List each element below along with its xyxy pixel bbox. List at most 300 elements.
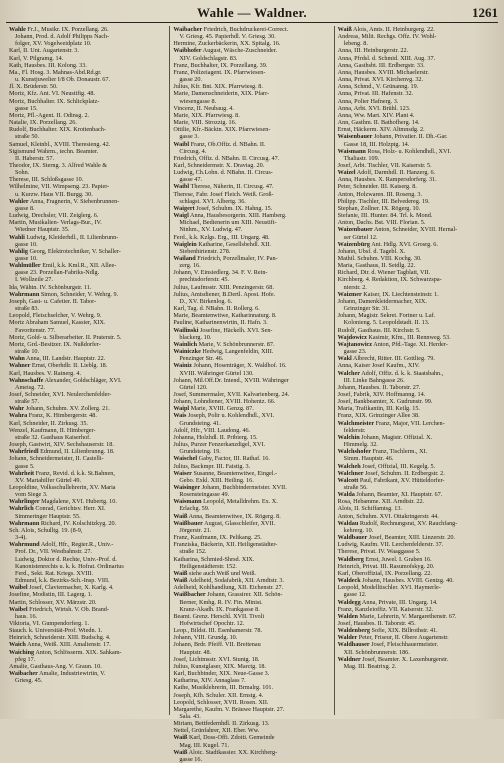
directory-entry xyxy=(173,541,330,548)
directory-entry xyxy=(338,83,495,90)
entry-text: schlagst. XVI. Albertg. 36. xyxy=(179,197,246,205)
entry-text: Adolf, Darmhdl. II. Hanzerg. 6. xyxy=(356,169,436,177)
directory-entry xyxy=(338,534,495,541)
entry-text: straße 56. xyxy=(343,484,368,491)
directory-entry xyxy=(173,169,330,176)
entry-text: Moriz Abraham Samuel, Kassier, XIX. xyxy=(9,319,106,327)
directory-entry xyxy=(338,377,495,384)
entry-text: ser Gürtel 12. xyxy=(343,233,378,241)
entry-surname: Waibel xyxy=(9,584,28,592)
directory-entry xyxy=(173,284,330,291)
directory-entry xyxy=(338,262,495,269)
directory-entry xyxy=(9,148,166,155)
entry-surname: Wainiczke xyxy=(173,348,201,356)
directory-entry xyxy=(173,26,330,33)
entry-text: gasse 10. xyxy=(15,255,38,262)
entry-text: Amalie, Industriewirtin, V. xyxy=(39,670,106,678)
directory-entry xyxy=(9,262,166,269)
directory-entry xyxy=(338,298,495,305)
entry-text: Josef, Beamter. X. Laxenburgerstr. xyxy=(362,655,449,663)
directory-entry xyxy=(338,627,495,634)
directory-entry xyxy=(9,155,166,162)
entry-surname: Walcheh xyxy=(337,462,361,470)
directory-entry xyxy=(173,649,330,656)
directory-entry xyxy=(173,391,330,398)
entry-surname: Wahrmann xyxy=(9,519,40,527)
entry-surname: Waizmer xyxy=(337,290,362,298)
entry-text: Anton, Schlösserm. XIX. Sahkam- xyxy=(35,648,122,656)
directory-entry xyxy=(9,298,166,305)
entry-text: Simmeringer Hauptstr. 55. xyxy=(15,512,81,520)
entry-text: Johann, Magistr. Sekret. Fortner u. Laf. xyxy=(337,312,436,320)
directory-entry xyxy=(173,33,330,40)
directory-entry xyxy=(338,327,495,334)
entry-surname: Waldeck xyxy=(337,577,361,585)
entry-surname: Walden xyxy=(337,612,358,620)
entry-text: siehe auch Weiß und Weiß. xyxy=(188,569,256,577)
entry-text: August, Wäsche-Zuschneider. xyxy=(202,47,278,55)
entry-text: Josef, Schuhm. IX. Hahng. 15. xyxy=(196,204,273,212)
directory-entry xyxy=(9,649,166,656)
entry-surname: Wais xyxy=(173,412,187,420)
entry-text: XIV. Goldschlagstr. 83. xyxy=(179,54,238,62)
entry-text: gasse 8. xyxy=(15,204,35,212)
entry-text: haus. 16. xyxy=(15,612,38,620)
entry-surname: Walda xyxy=(337,491,355,499)
entry-text: Johann, Hausbes. XVIII. Gentzg. 40. xyxy=(362,577,454,585)
entry-text: Anna, Arbt. XVI. Brühl. 123. xyxy=(337,104,411,112)
entry-text: Julius, Amtsdiener, B.Dertl. Apost. Hofe. xyxy=(173,290,276,298)
entry-text: Johann, Schuhm. XV. Zollerg. 21. xyxy=(25,405,110,413)
entry-text: Gebo. Exkl. XIII. Heiling. 16. xyxy=(179,476,254,484)
directory-entry xyxy=(173,441,330,448)
directory-entry xyxy=(338,362,495,369)
entry-text: Josef, Lichtmsstr. XVI. Stuntg. 18. xyxy=(173,655,260,663)
directory-entry xyxy=(173,90,330,97)
entry-text: Anna, Hausbesorgerin. XIII. Hamberg. xyxy=(190,212,287,220)
directory-entry xyxy=(173,577,330,584)
directory-entry xyxy=(9,33,166,40)
entry-text: Conrad, Gerichtsv. Herr. XI. xyxy=(35,505,106,513)
directory-entry xyxy=(9,470,166,477)
directory-entry xyxy=(173,613,330,620)
directory-entry xyxy=(173,677,330,684)
entry-text: Karl, Oberoffizial, IX. Porzellang. 22. xyxy=(337,569,432,577)
directory-entry xyxy=(338,498,495,505)
entry-surname: Waisenbauer xyxy=(337,133,373,141)
entry-text: Katharine, Gesellsbehdl. XII. xyxy=(198,240,271,248)
directory-entry xyxy=(173,634,330,641)
entry-text: Franz, Polizeiagent. IX. Pfarrwiesen- xyxy=(173,68,266,76)
directory-entry xyxy=(173,584,330,591)
entry-text: Karl, Schneidermstr. X. Draviag. 20. xyxy=(173,161,265,169)
directory-entry xyxy=(173,191,330,198)
entry-surname: Waibacher xyxy=(9,670,38,678)
directory-entry xyxy=(338,319,495,326)
entry-text: Jl. X. Brüderstr. 50. xyxy=(9,83,58,91)
directory-entry xyxy=(9,162,166,169)
directory-entry xyxy=(338,47,495,54)
entry-surname: Wahn xyxy=(9,355,25,363)
directory-entry xyxy=(9,40,166,47)
directory-entry xyxy=(173,40,330,47)
entry-text: straße 152. xyxy=(179,548,207,556)
directory-entry xyxy=(338,112,495,119)
entry-text: Adolf, Hfr., Regier.R., Univ.- xyxy=(40,541,114,549)
directory-entry xyxy=(173,55,330,62)
entry-text: Sala. 43. xyxy=(179,713,201,720)
entry-text: Margarethe, Kaufm. V. Bräuwe Hauptstr. 27. xyxy=(173,705,285,713)
directory-entry xyxy=(338,69,495,76)
entry-text: Josef, Schuhm. II. Erdbergstr. 2. xyxy=(364,469,445,477)
directory-entry xyxy=(9,441,166,448)
directory-entry xyxy=(173,734,330,741)
entry-surname: Wahra xyxy=(9,412,28,420)
directory-entry xyxy=(173,327,330,334)
entry-text: Joseph, Gastwirt, XIV. Sechshauserstr. 18. xyxy=(9,441,114,449)
entry-surname: Waich xyxy=(9,641,26,649)
entry-text: Friedrich, Offiz. d. NBahn. II. Circusg. 47. xyxy=(173,154,280,162)
entry-text: V. Griesg. 45. Papierhdl. V. Griesg. 30. xyxy=(179,33,276,41)
directory-entry xyxy=(338,141,495,148)
entry-text: Gürtel 120. xyxy=(179,383,208,391)
entry-text: Friedrich, Wirtsh. V. Ob. Brand- xyxy=(29,605,109,613)
entry-text: Ludwig, Ch.Lohn. d. NBahn. II. Circus- xyxy=(173,169,273,177)
directory-entry xyxy=(173,641,330,648)
entry-text: Franz, Major, VII. Lerchen- xyxy=(375,419,445,427)
entry-text: Karl, Schneider, II. Zirkusg. 35. xyxy=(9,419,88,427)
directory-entry xyxy=(338,348,495,355)
directory-entry xyxy=(9,90,166,97)
directory-entry xyxy=(173,262,330,269)
entry-text: Therese, Privat. IV. Waaggasse 5. xyxy=(337,548,421,556)
directory-entry xyxy=(338,370,495,377)
entry-text: Marie, XVIII. Genzg. 87. xyxy=(190,405,254,413)
entry-text: Marie, Lehrerin, V. Margarethenstr. 67. xyxy=(359,612,457,620)
entry-text: Anna, Privat. XVI. Kirchenvg. 32. xyxy=(337,76,424,84)
directory-entry xyxy=(173,76,330,83)
directory-entry xyxy=(338,470,495,477)
entry-surname: Wahrlich xyxy=(9,505,34,513)
entry-text: Ernst, Oberhdlr. II. Lieblg. 18. xyxy=(31,362,108,370)
directory-entry xyxy=(338,183,495,190)
directory-entry xyxy=(9,319,166,326)
entry-text: Johann, Ubsf. d. Tagebl. X. xyxy=(337,247,406,255)
entry-surname: Waisinger xyxy=(173,484,201,491)
entry-text: Rosensteingasse 49. xyxy=(179,491,230,499)
entry-text: Ludwig, Kleiderhdl., II. Lilienbrunn- xyxy=(26,233,119,241)
entry-surname: Wahnschaffe xyxy=(9,376,44,384)
entry-text: Kolonieng. 5. Leopoldstadt. II. 13. xyxy=(343,319,430,327)
entry-text: gasse 23. xyxy=(343,348,367,356)
entry-text: XVIII. Währinger Gürtel 130. xyxy=(179,369,254,377)
entry-text: Alois, II. Schiffamtsg. 13. xyxy=(337,505,402,513)
entry-surname: Waizenbürg xyxy=(337,240,370,248)
entry-surname: Waipl xyxy=(173,405,190,413)
entry-text: Johann, Lohndiener, XVIII. Hohentz. 66. xyxy=(173,398,276,406)
directory-entry xyxy=(173,427,330,434)
directory-entry xyxy=(173,749,330,756)
entry-text: Moriz, Buchhalter. IX. Schlickplatz- xyxy=(9,97,100,105)
entry-text: Andreas, Milit. Rechgs. Offz. IV. Wohl- xyxy=(337,33,437,41)
directory-entry xyxy=(9,47,166,54)
entry-text: Mathil. Schuhm. VIII. Kochg. 30. xyxy=(337,255,422,262)
column-3 xyxy=(334,26,498,715)
directory-entry xyxy=(173,269,330,276)
directory-entry xyxy=(338,620,495,627)
entry-text: Leopoldine, Volksschullehrerin, XV. Maria xyxy=(9,484,116,491)
entry-text: Josefine, Häckelh. XVI. Sen- xyxy=(199,326,273,334)
directory-entry xyxy=(338,477,495,484)
directory-entry xyxy=(173,62,330,69)
directory-entry xyxy=(338,212,495,219)
directory-entry xyxy=(9,377,166,384)
directory-entry xyxy=(338,90,495,97)
directory-entry xyxy=(173,334,330,341)
directory-entry xyxy=(338,527,495,534)
entry-text: Ottilie, Kfr.-Bäcktn. XIX. Pfarrwiesen- xyxy=(173,126,271,134)
entry-text: Johann, Grassirer. XII. Schön- xyxy=(207,591,283,599)
directory-entry xyxy=(9,427,166,434)
directory-entry xyxy=(9,219,166,226)
entry-text: Anna, III. Landstr. Hauptstr. 22. xyxy=(26,355,106,363)
directory-entry xyxy=(338,591,495,598)
entry-text: Ernst, Häckerm. XIV. Altmnsdg. 2. xyxy=(337,126,425,134)
entry-surname: Walcher xyxy=(337,369,360,377)
entry-text: Julius, Laufmsstr. XIII. Penzingerstr. 68. xyxy=(173,283,274,291)
entry-text: Adelheid, Sodafabrik, XII. Arndtstr. 3. xyxy=(188,577,285,585)
entry-text: Stauch. k. Universität-Prof. Wiedn. 1. xyxy=(9,627,103,635)
entry-text: pfeg 17. xyxy=(15,655,36,663)
entry-text: gasse 3. xyxy=(179,133,199,141)
entry-surname: Wahner xyxy=(9,362,31,370)
entry-text: Franz, XIX. Grinzinger Allee 38. xyxy=(337,412,420,420)
entry-text: Anna, Schmd., V. Grünanng. 19. xyxy=(337,83,419,91)
directory-entry xyxy=(9,541,166,548)
directory-entry xyxy=(9,105,166,112)
directory-entry xyxy=(338,434,495,441)
entry-text: D., XV. Birkenlog. 6. xyxy=(179,297,233,305)
entry-text: Karl, Buchbinder, XIX. Neue-Gasse 3. xyxy=(173,670,270,678)
directory-entry xyxy=(338,584,495,591)
entry-text: Johann, VIII. Grundg. 10. xyxy=(173,634,238,642)
entry-text: Josef, Fleischhauermeister. xyxy=(371,641,439,649)
directory-entry xyxy=(9,98,166,105)
entry-text: u. Kunstjuwelier I/8 Ob. Donaustr. 67. xyxy=(15,76,111,84)
entry-text: Anna, Beamtenwitwe, IX. Rögerg. 8. xyxy=(188,512,281,520)
entry-text: XV. Mariahilfer Gürtel 49. xyxy=(15,476,82,484)
directory-entry xyxy=(9,370,166,377)
entry-surname: Walchmeister xyxy=(337,419,375,427)
directory-entry xyxy=(338,420,495,427)
entry-text: Hauptstr. 48. xyxy=(179,648,212,656)
entry-text: Anton, Holzwaren. III. Roseng. 3. xyxy=(337,190,423,198)
directory-entry xyxy=(9,112,166,119)
entry-text: straße 10. xyxy=(15,348,40,356)
entry-text: Marie, Damenschneiderin, XIX. Pfarr- xyxy=(173,90,270,98)
entry-surname: Waiß xyxy=(173,569,188,577)
entry-surname: Walchshofer xyxy=(337,448,371,456)
directory-entry xyxy=(9,613,166,620)
directory-entry xyxy=(173,434,330,441)
entry-surname: Waiß xyxy=(173,748,188,756)
entry-text: Heinrich, Privat. III. Rasumofskyg. 20. xyxy=(337,562,435,570)
directory-entry xyxy=(9,398,166,405)
directory-entry xyxy=(338,341,495,348)
entry-surname: Wahrfriedl xyxy=(9,448,39,456)
directory-entry xyxy=(338,412,495,419)
entry-text: Simm. Hauptstr. 46. xyxy=(343,455,394,463)
entry-text: gasse 16. xyxy=(179,755,203,763)
directory-entry xyxy=(173,620,330,627)
entry-text: Anna, Hausbes. XVIII. Michaelerstr. xyxy=(337,68,429,76)
entry-text: zerg. 16. xyxy=(179,262,201,270)
directory-entry xyxy=(338,548,495,555)
entry-text: nierstr. 2. xyxy=(343,283,367,291)
entry-text: Marie, XIX. Pfarrwiesg. 8. xyxy=(173,111,240,119)
entry-text: Vincenz, II. Neubaug. 4. xyxy=(173,104,234,112)
directory-entry xyxy=(173,384,330,391)
entry-text: Franz, Ob.Offiz. d. NBahn. II. xyxy=(190,140,266,148)
entry-text: Josefine, Modistin, III. Lagerg. 1. xyxy=(9,591,93,599)
entry-text: gasse 20. xyxy=(179,76,203,84)
entry-text: Magdalene, XVI. Hubertg. 10. xyxy=(41,498,117,506)
entry-surname: Waiß xyxy=(337,26,352,33)
directory-entry xyxy=(173,276,330,283)
directory-entry xyxy=(338,226,495,233)
entry-text: Leopold, Metalldrehm. Ex. X. xyxy=(203,498,278,506)
entry-text: Heinrich, Schneiderstr. XIII. Budschg. 4. xyxy=(9,634,111,642)
directory-entry xyxy=(173,606,330,613)
entry-surname: Waigl xyxy=(173,212,189,220)
entry-text: Ludwig, Kaufm. VII. Lerchenfelderstr. 37. xyxy=(337,541,444,549)
directory-entry xyxy=(173,505,330,512)
entry-text: Anna, Weiß. XIII. Amalienstr. 17. xyxy=(27,641,111,649)
entry-text: Therese, Fabr. Josef Fleich. Weiß. Groß- xyxy=(173,190,274,198)
directory-entry xyxy=(9,663,166,670)
directory-entry xyxy=(173,119,330,126)
directory-entry xyxy=(9,620,166,627)
directory-entry xyxy=(338,219,495,226)
directory-entry xyxy=(173,556,330,563)
directory-entry xyxy=(173,534,330,541)
directory-entry xyxy=(9,677,166,684)
directory-entry xyxy=(173,398,330,405)
directory-entry xyxy=(173,105,330,112)
directory-entry xyxy=(338,234,495,241)
entry-surname: Wainiz xyxy=(173,362,192,370)
entry-text: Franz, Kanzleioffiz. VII. Kaiserstr. 32. xyxy=(337,605,434,613)
entry-text: Josef, Hausbes. II. Taborstr. 45. xyxy=(337,619,416,627)
entry-text: Julius, Kfr. Bnt. XIX. Pfarrwiesg. 8. xyxy=(173,83,263,91)
directory-entry xyxy=(9,527,166,534)
entry-text: Johann, Damenkleidermacher, XIX. xyxy=(337,297,427,305)
directory-entry xyxy=(9,183,166,190)
directory-entry xyxy=(338,148,495,155)
entry-text: folger, XV. Vogelweidplatz 10. xyxy=(15,40,92,48)
entry-text: Ann, Gasthm. II. Bathofherg. 14. xyxy=(337,119,420,127)
directory-entry xyxy=(173,234,330,241)
directory-entry xyxy=(338,276,495,283)
directory-entry xyxy=(338,133,495,140)
entry-text: Katharina, Schmied-Shrsd. XIX. xyxy=(173,555,255,563)
directory-entry xyxy=(338,606,495,613)
entry-surname: Wahrmann xyxy=(9,290,40,298)
directory-entry xyxy=(338,463,495,470)
entry-text: Josef, Arbt. Tischler, VII. Kaiserstr. 5. xyxy=(337,161,432,169)
entry-text: Alois, Amts. II. Heinburgerg. 22. xyxy=(352,26,435,33)
entry-surname: Waiß xyxy=(173,734,188,742)
page-header xyxy=(6,2,498,24)
directory-entry xyxy=(173,377,330,384)
directory-entry xyxy=(173,420,330,427)
directory-entry xyxy=(338,26,495,33)
directory-entry xyxy=(9,284,166,291)
entry-text: Johann, Privatier. II. Dh.-Gar. xyxy=(373,133,448,141)
entry-text: Sch. Alois, Schulltg. 19. (8-9, xyxy=(9,526,83,534)
entry-text: Mag. III. Kugel. 71. xyxy=(179,741,229,749)
entry-text: II. Haberstr. 57. xyxy=(15,154,55,162)
directory-entry xyxy=(338,649,495,656)
directory-entry xyxy=(338,634,495,641)
directory-entry xyxy=(173,405,330,412)
directory-entry xyxy=(338,198,495,205)
entry-text: Johann, V. Einsiedlerg. 34. F. V. Rein- xyxy=(173,269,268,277)
entry-text: Michael, Bedienerin um XIII. Neustift- xyxy=(179,219,277,227)
directory-entry xyxy=(173,513,330,520)
entry-text: Aloic. Stadtkassier. XX. Kirchberg- xyxy=(188,748,278,756)
directory-entry xyxy=(173,477,330,484)
entry-surname: Wahrheit xyxy=(9,469,35,477)
column-1 xyxy=(6,26,169,715)
entry-text: Ant. Hdlg. XVI. Grosrg. 6. xyxy=(371,240,438,248)
entry-text: Franz, K. Himbergerstr. 48. xyxy=(28,412,97,420)
entry-text: Johann, Beamter, XI. Hauptstr. 67. xyxy=(356,491,443,499)
entry-text: Marie, VIII. Strozzig. 16. xyxy=(173,119,237,127)
entry-surname: Wahler xyxy=(9,197,29,205)
entry-text: straße 50. xyxy=(15,133,40,141)
directory-entry xyxy=(9,463,166,470)
entry-text: Wilhelmine, VII. Wimpseng. 23. Papier- xyxy=(9,183,110,191)
directory-entry xyxy=(338,505,495,512)
entry-text: gasse 23. Porzellan-Fabriks-Ndlg. xyxy=(15,269,100,277)
entry-text: Paul, Fabrikant, XV. Hütteldorfer- xyxy=(359,476,445,484)
entry-text: Adelheid, Kohlhandlung, XII. Eichenstr. 27. xyxy=(173,584,284,592)
entry-text: Ferd., k.k. Kzlgs. Erg., III. Ungarg. 48. xyxy=(173,233,270,241)
directory-entry xyxy=(173,684,330,691)
entry-text: Anna, Kaiser Josef Kaufm., XIV. xyxy=(337,362,420,370)
entry-text: Jörgerstr. 21. xyxy=(179,526,212,534)
entry-surname: Waiching xyxy=(9,648,35,656)
entry-text: Johanna, Holzhdl. II. Pribierg. 15. xyxy=(173,433,258,441)
entry-text: Maria, Gasthaus, II. Seidlg. 22. xyxy=(337,262,416,270)
entry-text: straße 57. xyxy=(15,398,40,406)
directory-entry xyxy=(173,183,330,190)
directory-entry xyxy=(9,513,166,520)
entry-text: Johann, Buchbindermeister. XVII. xyxy=(201,484,287,491)
entry-text: Josef, Bankbeamter, X. Gudrunstr. 99. xyxy=(337,398,433,406)
directory-entry xyxy=(173,198,330,205)
directory-entry xyxy=(9,570,166,577)
entry-text: Josef, Schneider, XVI. Neulerchenfelder- xyxy=(9,390,112,398)
directory-entry xyxy=(9,391,166,398)
directory-entry xyxy=(173,455,330,462)
directory-entry xyxy=(9,62,166,69)
entry-surname: Waldberg xyxy=(337,555,364,563)
directory-entry xyxy=(173,591,330,598)
column-2 xyxy=(169,26,333,763)
entry-text: Kasimir, Kfm., III. Rennweg. 53. xyxy=(368,333,451,341)
